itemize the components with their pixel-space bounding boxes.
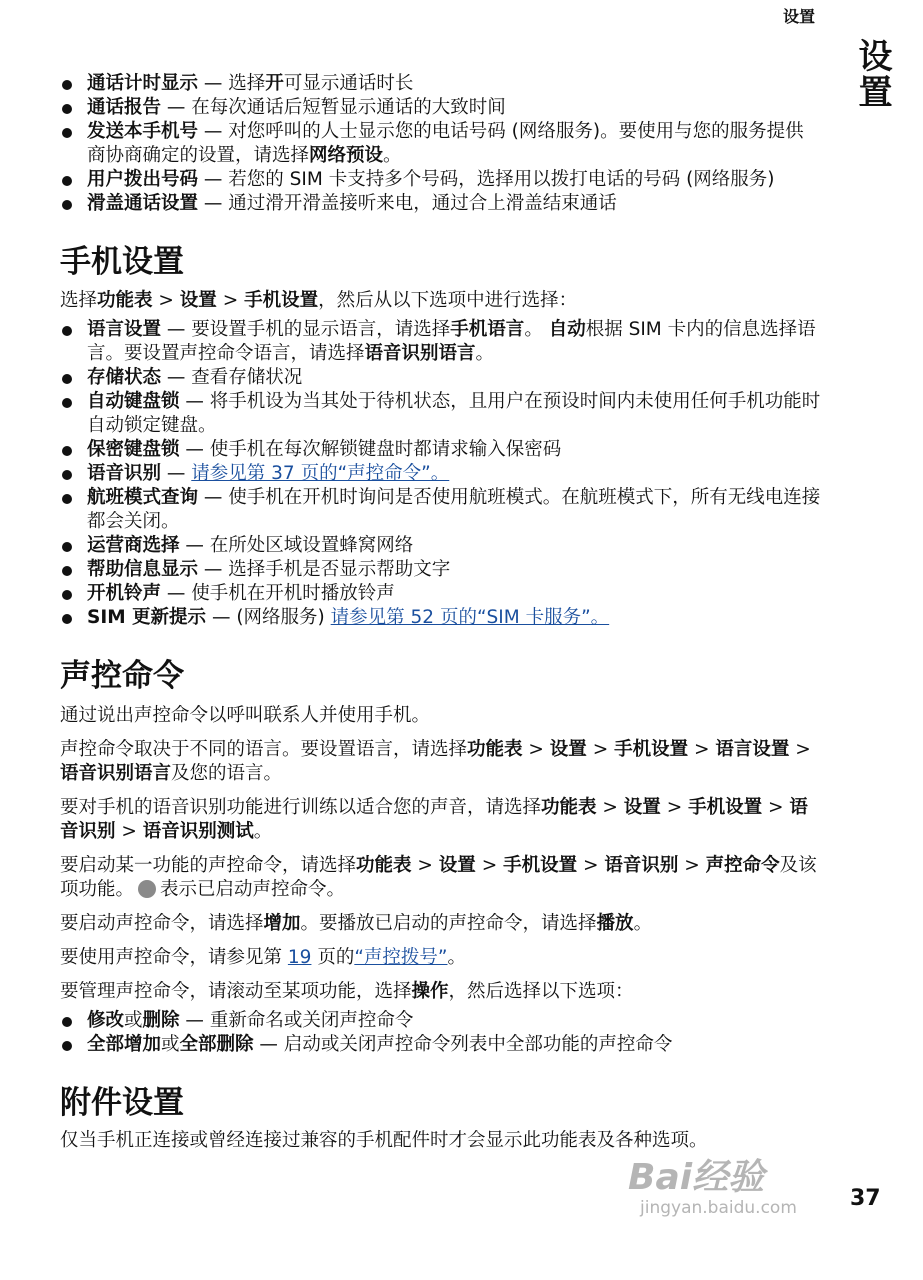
link-voice-commands-p37[interactable]: 请参见第 37 页的“声控命令”。	[191, 463, 450, 484]
chapter-side-tab: 设置	[852, 38, 892, 110]
list-item: 语言设置 — 要设置手机的显示语言，请选择手机语言。 自动根据 SIM 卡内的信息选择语言。要设置声控命令语言，请选择语音识别语言。	[60, 318, 822, 366]
list-item: 全部增加或全部删除 — 启动或关闭声控命令列表中全部功能的声控命令	[60, 1033, 822, 1057]
baidu-jingyan-watermark	[628, 1158, 797, 1218]
link-page-19[interactable]: 19	[287, 947, 312, 968]
page-number: 37	[850, 1186, 881, 1211]
paragraph: 通过说出声控命令以呼叫联系人并使用手机。	[60, 705, 431, 726]
phone-settings-list	[60, 318, 822, 630]
list-item: 自动键盘锁 — 将手机设为当其处于待机状态，且用户在预设时间内未使用任何手机功能时自动锁定键盘。	[60, 390, 822, 438]
paragraph: 要启动某一功能的声控命令，请选择功能表 > 设置 > 手机设置 > 语音识别 > 声控命令及该项功能。 表示已启动声控命令。	[60, 855, 817, 900]
list-item: 通话报告 — 在每次通话后短暂显示通话的大致时间	[60, 96, 822, 120]
section-heading-voice-commands: 声控命令	[60, 658, 184, 694]
list-item: 存储状态 — 查看存储状况	[60, 366, 822, 390]
list-item: 帮助信息显示 — 选择手机是否显示帮助文字	[60, 558, 822, 582]
list-item: 保密键盘锁 — 使手机在每次解锁键盘时都请求输入保密码	[60, 438, 822, 462]
list-item: 用户拨出号码 — 若您的 SIM 卡支持多个号码，选择用以拨打电话的号码 (网络服务)	[60, 168, 822, 192]
link-sim-services-p52[interactable]: 请参见第 52 页的“SIM 卡服务”。	[330, 607, 610, 628]
paragraph: 要使用声控命令，请参见第 19 页的“声控拨号”。	[60, 947, 467, 968]
list-item: 通话计时显示 — 选择开可显示通话时长	[60, 72, 822, 96]
watermark-url: jingyan.baidu.com	[640, 1198, 797, 1218]
list-item: 开机铃声 — 使手机在开机时播放铃声	[60, 582, 822, 606]
paragraph: 声控命令取决于不同的语言。要设置语言，请选择功能表 > 设置 > 手机设置 > 语言设置 > 语音识别语言及您的语言。	[60, 739, 811, 784]
list-item: SIM 更新提示 — (网络服务) 请参见第 52 页的“SIM 卡服务”。	[60, 606, 822, 630]
link-voice-dialing[interactable]: “声控拨号”	[354, 947, 448, 968]
call-settings-list	[60, 72, 822, 216]
list-item: 运营商选择 — 在所处区域设置蜂窝网络	[60, 534, 822, 558]
page-content	[60, 72, 822, 1163]
voice-command-active-icon	[138, 880, 156, 898]
list-item: 滑盖通话设置 — 通过滑开滑盖接听来电，通过合上滑盖结束通话	[60, 192, 822, 216]
voice-command-options-list	[60, 1009, 822, 1057]
section-heading-accessory-settings: 附件设置	[60, 1085, 184, 1121]
paragraph: 要对手机的语音识别功能进行训练以适合您的声音，请选择功能表 > 设置 > 手机设置 > 语音识别 > 语音识别测试。	[60, 797, 808, 842]
list-item: 发送本手机号 — 对您呼叫的人士显示您的电话号码 (网络服务)。要使用与您的服务提供商协商确定的设置，请选择网络预设。	[60, 120, 822, 168]
paragraph: 要管理声控命令，请滚动至某项功能，选择操作，然后选择以下选项：	[60, 981, 634, 1002]
paragraph: 仅当手机正连接或曾经连接过兼容的手机配件时才会显示此功能表及各种选项。	[60, 1130, 708, 1151]
running-header: 设置	[783, 7, 816, 26]
list-item: 航班模式查询 — 使手机在开机时询问是否使用航班模式。在航班模式下，所有无线电连接都会关闭。	[60, 486, 822, 534]
section-heading-phone-settings: 手机设置	[60, 244, 184, 280]
watermark-brand: Bai经验	[628, 1157, 765, 1198]
phone-settings-intro: 选择功能表 > 设置 > 手机设置，然后从以下选项中进行选择：	[60, 290, 578, 311]
paragraph: 要启动声控命令，请选择增加。要播放已启动的声控命令，请选择播放。	[60, 913, 653, 934]
list-item: 语音识别 — 请参见第 37 页的“声控命令”。	[60, 462, 822, 486]
list-item: 修改或删除 — 重新命名或关闭声控命令	[60, 1009, 822, 1033]
